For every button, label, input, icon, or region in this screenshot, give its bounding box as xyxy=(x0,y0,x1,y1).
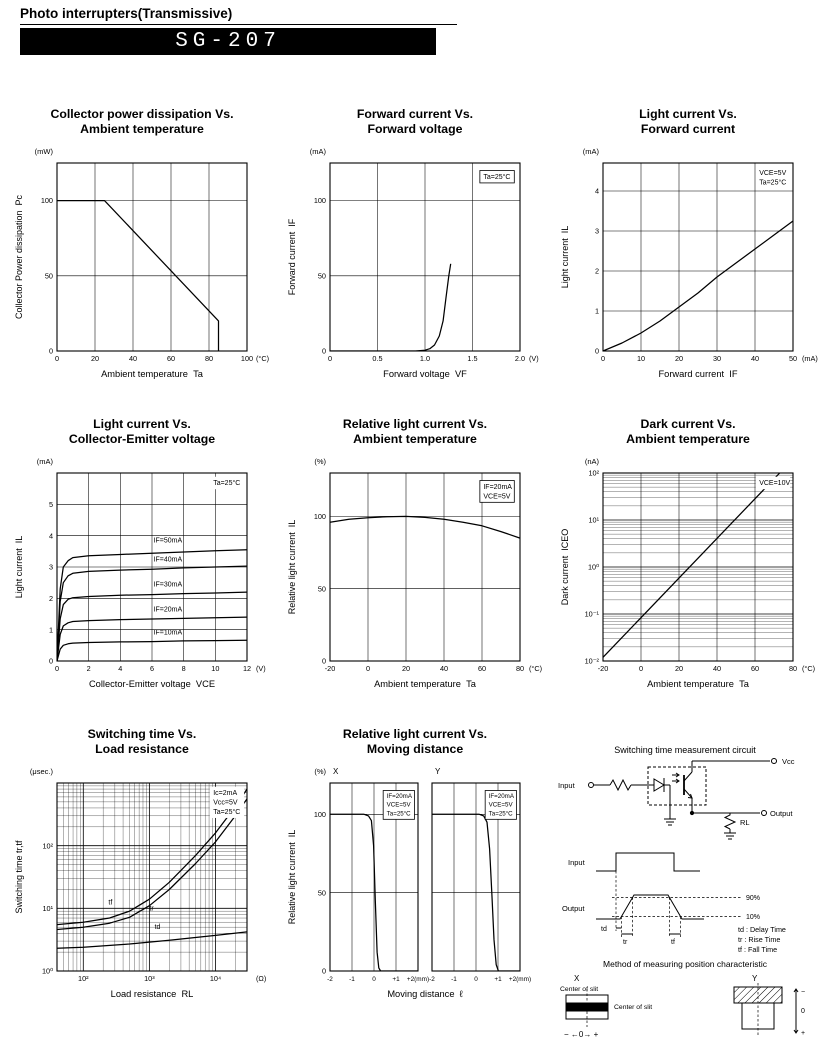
chart-title-line2: Load resistance xyxy=(95,742,189,757)
photo-interrupter-outline xyxy=(648,767,706,805)
svg-text:Switching time tr,tf: Switching time tr,tf xyxy=(14,840,24,914)
svg-text:-1: -1 xyxy=(451,976,457,983)
svg-text:20: 20 xyxy=(674,664,684,673)
light-current-vs-collector-emitter-voltage-svg xyxy=(11,449,273,691)
chart-plot-area xyxy=(11,759,273,1001)
ground-symbol xyxy=(724,833,736,839)
input-terminal xyxy=(589,783,594,788)
svg-text:50: 50 xyxy=(317,271,326,281)
chart-dark-current-vs-ambient-temperature xyxy=(554,417,822,691)
svg-text:IF=20mA: IF=20mA xyxy=(488,793,514,801)
svg-text:-20: -20 xyxy=(597,664,609,673)
chart-title-line1: Forward current Vs. xyxy=(356,107,474,121)
chart-title xyxy=(554,107,822,139)
svg-text:50: 50 xyxy=(44,271,53,281)
chart-plot-area xyxy=(11,449,273,691)
dark-current-vs-ambient-temperature-svg xyxy=(557,449,819,691)
svg-text:3: 3 xyxy=(48,562,53,572)
svg-text:50: 50 xyxy=(788,354,798,363)
plus-mark: + xyxy=(801,1030,806,1037)
x-axis-direction-marks: − ←0→ + xyxy=(564,1030,599,1039)
svg-text:(Ω): (Ω) xyxy=(256,974,267,983)
chart-title-line1: Switching time Vs. xyxy=(87,727,197,741)
svg-text:(mA): (mA) xyxy=(802,354,818,363)
zero-mark: 0 xyxy=(801,1008,805,1015)
input-waveform xyxy=(596,853,700,871)
svg-text:Relative light current IL: Relative light current IL xyxy=(287,829,297,925)
chart-relative-light-current-vs-ambient-temperature xyxy=(281,417,549,691)
chart-title-line1: Dark current Vs. xyxy=(640,417,736,431)
output-label: Output xyxy=(770,809,793,818)
svg-text:Ic=2mA: Ic=2mA xyxy=(213,790,238,798)
svg-text:(°C): (°C) xyxy=(529,664,543,673)
charts-grid xyxy=(0,55,832,1041)
led-symbol xyxy=(654,779,664,791)
chart-title-line2: Moving distance xyxy=(366,742,464,757)
svg-text:VCE=10V: VCE=10V xyxy=(759,480,791,488)
svg-text:+2(mm): +2(mm) xyxy=(508,976,532,983)
light-current-vs-forward-current-svg xyxy=(557,139,819,381)
svg-text:10⁻¹: 10⁻¹ xyxy=(584,609,599,619)
chart-plot-area xyxy=(11,139,273,381)
chart-title-line1: Collector power dissipation Vs. xyxy=(50,107,234,121)
svg-text:Moving distance ℓ: Moving distance ℓ xyxy=(387,989,463,999)
x-direction-label: X xyxy=(574,974,580,983)
svg-text:2: 2 xyxy=(48,593,53,603)
svg-text:td: td xyxy=(154,923,161,931)
svg-text:-2: -2 xyxy=(327,976,333,983)
circuit-title: Switching time measurement circuit xyxy=(614,745,756,755)
legend-tf: tf : Fall Time xyxy=(738,945,778,954)
chart-plot-area xyxy=(557,139,819,381)
svg-text:IF=20mA: IF=20mA xyxy=(386,793,412,801)
chart-title-line1: Light current Vs. xyxy=(639,107,737,121)
svg-text:0: 0 xyxy=(372,976,376,983)
chart-title-line2: Ambient temperature xyxy=(353,432,477,447)
svg-text:0: 0 xyxy=(54,664,60,673)
svg-text:4: 4 xyxy=(594,186,599,196)
chart-title xyxy=(281,107,549,139)
svg-text:Ta=25°C: Ta=25°C xyxy=(483,173,511,181)
chart-title xyxy=(281,727,549,759)
chart-title-line2: Forward current xyxy=(640,122,736,137)
svg-text:-1: -1 xyxy=(349,976,355,983)
center-of-slit-label: Center of slit xyxy=(560,986,599,993)
svg-text:10²: 10² xyxy=(42,841,53,851)
chart-plot-area xyxy=(557,449,819,691)
svg-text:(mW): (mW) xyxy=(34,147,53,156)
vcc-terminal xyxy=(772,759,777,764)
svg-text:(V): (V) xyxy=(529,354,539,363)
svg-text:(%): (%) xyxy=(314,767,326,776)
svg-text:0: 0 xyxy=(365,664,371,673)
svg-text:4: 4 xyxy=(118,664,123,673)
svg-text:Load resistance RL: Load resistance RL xyxy=(110,989,194,999)
legend-td: td : Delay Time xyxy=(738,925,786,934)
svg-text:10²: 10² xyxy=(588,468,599,478)
ground-symbol xyxy=(664,819,676,825)
svg-text:IF=50mA: IF=50mA xyxy=(153,537,183,545)
svg-text:8: 8 xyxy=(181,664,186,673)
tf-label: tf xyxy=(671,939,675,946)
svg-text:+1: +1 xyxy=(392,976,400,983)
svg-text:Forward current IF: Forward current IF xyxy=(287,218,297,296)
svg-text:10¹: 10¹ xyxy=(588,515,599,525)
chart-plot-area xyxy=(284,449,546,691)
svg-text:20: 20 xyxy=(401,664,411,673)
svg-text:Ambient temperature Ta: Ambient temperature Ta xyxy=(647,679,749,689)
svg-text:(mA): (mA) xyxy=(582,147,599,156)
chart-title xyxy=(8,417,276,449)
position-measurement xyxy=(560,959,805,1039)
svg-text:(nA): (nA) xyxy=(584,457,599,466)
svg-text:0: 0 xyxy=(54,354,60,363)
svg-text:+2(mm): +2(mm) xyxy=(406,976,430,983)
svg-text:0: 0 xyxy=(327,354,333,363)
svg-text:2: 2 xyxy=(594,266,599,276)
svg-text:IF=20mA: IF=20mA xyxy=(153,606,183,614)
svg-text:Ambient temperature Ta: Ambient temperature Ta xyxy=(101,369,203,379)
svg-text:50: 50 xyxy=(317,584,326,594)
svg-text:0: 0 xyxy=(474,976,478,983)
relative-light-current-vs-ambient-temperature-svg xyxy=(284,449,546,691)
svg-text:tf: tf xyxy=(108,899,113,907)
input-terminal-label: Input xyxy=(558,781,575,790)
switching-time-vs-load-resistance-svg xyxy=(11,759,273,1001)
svg-text:100: 100 xyxy=(240,354,254,363)
svg-text:Light current IL: Light current IL xyxy=(560,225,570,289)
svg-text:Collector-Emitter voltage VCE: Collector-Emitter voltage VCE xyxy=(88,679,216,689)
chart-title-line2: Collector-Emitter voltage xyxy=(68,432,216,447)
level-10-label: 10% xyxy=(746,914,761,921)
vcc-label: Vcc xyxy=(782,757,795,766)
svg-text:10⁰: 10⁰ xyxy=(41,966,53,976)
svg-text:VCE=5V: VCE=5V xyxy=(488,801,513,809)
svg-text:0: 0 xyxy=(600,354,606,363)
svg-text:20: 20 xyxy=(674,354,684,363)
svg-text:1: 1 xyxy=(594,306,599,316)
panel-switching-time-measurement xyxy=(554,727,822,1041)
minus-mark: − xyxy=(801,989,806,996)
svg-text:10³: 10³ xyxy=(144,974,155,983)
svg-text:Collector Power dissipation P: Collector Power dissipation Pc xyxy=(14,194,24,320)
series-resistor xyxy=(610,780,631,790)
svg-text:80: 80 xyxy=(788,664,798,673)
output-wave-label: Output xyxy=(562,904,585,913)
svg-text:(°C): (°C) xyxy=(256,354,270,363)
svg-text:4: 4 xyxy=(48,531,53,541)
svg-text:80: 80 xyxy=(515,664,525,673)
td-label: td xyxy=(601,926,607,933)
relative-light-current-vs-moving-distance-svg xyxy=(284,759,546,1001)
svg-text:+1: +1 xyxy=(494,976,502,983)
svg-text:0: 0 xyxy=(321,966,326,976)
chart-forward-current-vs-forward-voltage xyxy=(281,107,549,381)
svg-text:VCE=5V: VCE=5V xyxy=(386,801,411,809)
svg-text:0: 0 xyxy=(321,346,326,356)
svg-text:100: 100 xyxy=(40,196,53,206)
chart-plot-area xyxy=(284,139,546,381)
collector-power-dissipation-vs-ambient-temperature-svg xyxy=(11,139,273,381)
input-wave-label: Input xyxy=(568,858,585,867)
svg-text:Y: Y xyxy=(435,767,441,776)
rl-label: RL xyxy=(740,818,750,827)
chart-collector-power-dissipation-vs-ambient-temperature xyxy=(8,107,276,381)
chart-light-current-vs-forward-current xyxy=(554,107,822,381)
svg-text:12: 12 xyxy=(242,664,252,673)
svg-text:IF=40mA: IF=40mA xyxy=(153,556,183,564)
svg-text:IF=30mA: IF=30mA xyxy=(153,581,183,589)
svg-text:60: 60 xyxy=(750,664,760,673)
svg-text:(°C): (°C) xyxy=(802,664,816,673)
measurement-circuit-svg xyxy=(554,741,816,1041)
svg-text:Ta=25°C: Ta=25°C xyxy=(213,480,241,488)
svg-text:20: 20 xyxy=(90,354,100,363)
chart-title xyxy=(8,107,276,139)
y-direction-label: Y xyxy=(752,974,758,983)
svg-text:VCE=5V: VCE=5V xyxy=(759,170,787,178)
svg-text:VCE=5V: VCE=5V xyxy=(483,493,511,501)
svg-text:1: 1 xyxy=(48,625,53,635)
svg-text:0: 0 xyxy=(594,346,599,356)
svg-text:3: 3 xyxy=(594,226,599,236)
svg-text:(mA): (mA) xyxy=(309,147,326,156)
svg-text:(mA): (mA) xyxy=(36,457,53,466)
svg-text:Ta=25°C: Ta=25°C xyxy=(213,808,241,816)
part-number: SG-207 xyxy=(175,30,281,53)
chart-title-line1: Relative light current Vs. xyxy=(342,417,488,431)
phototransistor-symbol xyxy=(684,772,692,798)
chart-plot-area xyxy=(284,759,546,1001)
svg-text:2: 2 xyxy=(86,664,91,673)
output-waveform xyxy=(596,895,704,919)
svg-text:10¹: 10¹ xyxy=(42,903,53,913)
chart-title-line2: Ambient temperature xyxy=(626,432,750,447)
svg-text:Ta=25°C: Ta=25°C xyxy=(386,810,411,818)
chart-relative-light-current-vs-moving-distance xyxy=(281,727,549,1041)
svg-text:1.0: 1.0 xyxy=(419,354,431,363)
svg-text:Dark current ICEO: Dark current ICEO xyxy=(560,528,570,606)
svg-text:10²: 10² xyxy=(78,974,89,983)
chart-title xyxy=(8,727,276,759)
chart-title xyxy=(554,417,822,449)
svg-text:10⁰: 10⁰ xyxy=(587,562,599,572)
svg-text:10: 10 xyxy=(211,664,220,673)
output-terminal xyxy=(762,811,767,816)
svg-text:100: 100 xyxy=(313,196,326,206)
category-title: Photo interrupters(Transmissive) xyxy=(20,6,457,25)
svg-text:Vcc=5V: Vcc=5V xyxy=(213,799,238,807)
method-title: Method of measuring position characteristic xyxy=(603,959,767,969)
part-number-banner xyxy=(20,28,436,55)
svg-text:0.5: 0.5 xyxy=(372,354,383,363)
svg-text:2.0: 2.0 xyxy=(514,354,526,363)
load-resistor xyxy=(725,813,735,829)
svg-text:40: 40 xyxy=(439,664,449,673)
page-header xyxy=(0,0,832,55)
chart-title-line2: Ambient temperature xyxy=(80,122,204,137)
center-of-slit-label-2: Center of slit xyxy=(614,1004,653,1011)
svg-text:100: 100 xyxy=(313,809,326,819)
svg-text:-2: -2 xyxy=(429,976,435,983)
chart-switching-time-vs-load-resistance xyxy=(8,727,276,1041)
svg-text:0: 0 xyxy=(321,656,326,666)
svg-text:10⁴: 10⁴ xyxy=(209,974,222,983)
chart-title-line2: Forward voltage xyxy=(367,122,463,137)
svg-text:60: 60 xyxy=(477,664,487,673)
svg-text:60: 60 xyxy=(166,354,176,363)
svg-text:10⁻²: 10⁻² xyxy=(584,656,599,666)
chart-light-current-vs-collector-emitter-voltage xyxy=(8,417,276,691)
svg-text:50: 50 xyxy=(317,888,326,898)
svg-text:Forward voltage VF: Forward voltage VF xyxy=(383,369,467,379)
forward-current-vs-forward-voltage-svg xyxy=(284,139,546,381)
svg-text:Relative light current IL: Relative light current IL xyxy=(287,519,297,615)
svg-text:5: 5 xyxy=(48,499,53,509)
chart-title-line1: Relative light current Vs. xyxy=(342,727,488,741)
svg-text:Ta=25°C: Ta=25°C xyxy=(759,179,787,187)
chart-title xyxy=(281,417,549,449)
svg-text:100: 100 xyxy=(313,511,326,521)
chart-title-line1: Light current Vs. xyxy=(93,417,191,431)
circuit-schematic xyxy=(558,757,795,839)
level-90-label: 90% xyxy=(746,895,761,902)
svg-text:(μsec.): (μsec.) xyxy=(29,767,53,776)
svg-text:0: 0 xyxy=(48,346,53,356)
svg-text:40: 40 xyxy=(750,354,760,363)
svg-text:10: 10 xyxy=(636,354,646,363)
svg-text:6: 6 xyxy=(149,664,155,673)
svg-text:Ta=25°C: Ta=25°C xyxy=(488,810,513,818)
svg-text:80: 80 xyxy=(204,354,214,363)
svg-text:0: 0 xyxy=(48,656,53,666)
svg-text:40: 40 xyxy=(128,354,138,363)
svg-text:(%): (%) xyxy=(314,457,326,466)
svg-text:IF=10mA: IF=10mA xyxy=(153,629,183,637)
timing-waveforms xyxy=(562,853,786,954)
svg-text:IF=20mA: IF=20mA xyxy=(483,483,512,491)
svg-text:Light current IL: Light current IL xyxy=(14,535,24,599)
svg-text:0: 0 xyxy=(638,664,644,673)
svg-text:X: X xyxy=(333,767,339,776)
svg-text:40: 40 xyxy=(712,664,722,673)
svg-text:tr: tr xyxy=(149,905,154,913)
svg-text:Forward current IF: Forward current IF xyxy=(658,369,738,379)
tr-label: tr xyxy=(623,939,628,946)
svg-text:30: 30 xyxy=(712,354,722,363)
svg-text:1.5: 1.5 xyxy=(467,354,478,363)
svg-text:Ambient temperature Ta: Ambient temperature Ta xyxy=(374,679,476,689)
svg-text:-20: -20 xyxy=(324,664,336,673)
legend-tr: tr : Rise Time xyxy=(738,935,781,944)
svg-text:(V): (V) xyxy=(256,664,266,673)
